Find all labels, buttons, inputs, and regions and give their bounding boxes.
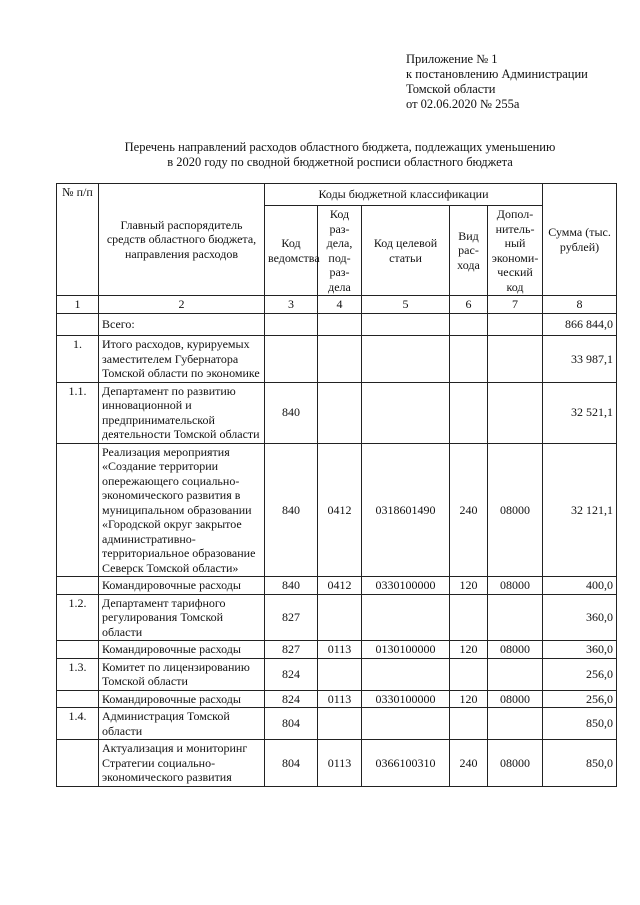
row-target: 0330100000 (362, 690, 450, 708)
row-dept: 827 (265, 594, 318, 641)
row-dept (265, 314, 318, 336)
row-kind (450, 336, 488, 383)
row-dept: 827 (265, 641, 318, 659)
row-section: 0412 (318, 577, 362, 595)
row-section: 0113 (318, 641, 362, 659)
row-sum: 360,0 (543, 641, 617, 659)
row-extra: 08000 (488, 690, 543, 708)
header-target-code: Код целевой статьи (362, 206, 450, 296)
row-no: 1.4. (57, 708, 99, 740)
row-no (57, 641, 99, 659)
row-dept: 840 (265, 443, 318, 577)
row-target (362, 594, 450, 641)
table-row (57, 690, 617, 708)
row-no (57, 690, 99, 708)
row-name: Комитет по лицензированию Томской области (99, 658, 265, 690)
row-dept: 824 (265, 658, 318, 690)
column-number-row (57, 296, 617, 314)
table-row (57, 382, 617, 443)
row-sum: 850,0 (543, 740, 617, 787)
table-body (57, 314, 617, 787)
table-row (57, 594, 617, 641)
row-extra (488, 708, 543, 740)
col-number: 7 (488, 296, 543, 314)
row-sum: 33 987,1 (543, 336, 617, 383)
row-no (57, 577, 99, 595)
row-section (318, 658, 362, 690)
row-dept: 804 (265, 708, 318, 740)
row-name: Реализация мероприятия «Создание территории опережающего социально-экономического развития в муниципальном образовании «Городской округ закрытое административно-территориальное образование Северск Томской области» (99, 443, 265, 577)
row-no: 1. (57, 336, 99, 383)
row-name: Актуализация и мониторинг Стратегии социально-экономического развития (99, 740, 265, 787)
appendix-line: к постановлению Администрации (406, 67, 588, 81)
row-extra: 08000 (488, 641, 543, 659)
row-no (57, 740, 99, 787)
row-target (362, 336, 450, 383)
row-dept: 804 (265, 740, 318, 787)
col-number: 2 (99, 296, 265, 314)
row-dept: 840 (265, 382, 318, 443)
table-row (57, 740, 617, 787)
row-target (362, 314, 450, 336)
row-sum: 850,0 (543, 708, 617, 740)
row-name: Департамент по развитию инновационной и предпринимательской деятельности Томской области (99, 382, 265, 443)
row-sum: 400,0 (543, 577, 617, 595)
row-no: 1.2. (57, 594, 99, 641)
col-number: 5 (362, 296, 450, 314)
title-line: Перечень направлений расходов областного бюджета, подлежащих уменьшению (124, 140, 556, 154)
row-kind (450, 708, 488, 740)
row-section (318, 594, 362, 641)
row-name: Командировочные расходы (99, 641, 265, 659)
table-row (57, 577, 617, 595)
row-name: Всего: (99, 314, 265, 336)
row-kind (450, 314, 488, 336)
row-extra: 08000 (488, 740, 543, 787)
row-name: Администрация Томской области (99, 708, 265, 740)
col-number: 6 (450, 296, 488, 314)
header-section-code: Код раз-дела, под-раз-дела (318, 206, 362, 296)
table-row (57, 443, 617, 577)
col-number: 4 (318, 296, 362, 314)
row-no: 1.3. (57, 658, 99, 690)
row-dept (265, 336, 318, 383)
col-number: 8 (543, 296, 617, 314)
row-no: 1.1. (57, 382, 99, 443)
row-extra (488, 314, 543, 336)
row-kind (450, 658, 488, 690)
row-section (318, 314, 362, 336)
row-target (362, 382, 450, 443)
row-name: Командировочные расходы (99, 690, 265, 708)
header-extra-code: Допол-нитель-ный экономи-ческий код (488, 206, 543, 296)
row-extra: 08000 (488, 577, 543, 595)
row-section (318, 336, 362, 383)
row-section: 0113 (318, 740, 362, 787)
table-row (57, 314, 617, 336)
row-target: 0330100000 (362, 577, 450, 595)
row-sum: 360,0 (543, 594, 617, 641)
appendix-line: Томской области (406, 82, 496, 96)
header-sum: Сумма (тыс. рублей) (543, 184, 617, 296)
row-section: 0113 (318, 690, 362, 708)
appendix-block (406, 52, 588, 112)
appendix-date: от 02.06.2020 № 255а (406, 97, 520, 111)
row-target: 0318601490 (362, 443, 450, 577)
row-no (57, 314, 99, 336)
row-no (57, 443, 99, 577)
header-kind-code: Вид рас-хода (450, 206, 488, 296)
col-number: 1 (57, 296, 99, 314)
row-target (362, 708, 450, 740)
row-kind: 120 (450, 577, 488, 595)
appendix-line: Приложение № 1 (406, 52, 498, 66)
row-kind (450, 594, 488, 641)
row-extra (488, 382, 543, 443)
table-row (57, 641, 617, 659)
row-sum: 32 521,1 (543, 382, 617, 443)
table-row (57, 336, 617, 383)
row-sum: 256,0 (543, 658, 617, 690)
row-target: 0130100000 (362, 641, 450, 659)
header-codes: Коды бюджетной классификации (265, 184, 543, 206)
row-extra (488, 594, 543, 641)
row-extra: 08000 (488, 443, 543, 577)
row-dept: 824 (265, 690, 318, 708)
row-kind: 240 (450, 443, 488, 577)
row-name: Итого расходов, курируемых заместителем Губернатора Томской области по экономике (99, 336, 265, 383)
row-dept: 840 (265, 577, 318, 595)
row-target (362, 658, 450, 690)
row-extra (488, 658, 543, 690)
row-section (318, 708, 362, 740)
row-kind: 120 (450, 641, 488, 659)
col-number: 3 (265, 296, 318, 314)
table-row (57, 708, 617, 740)
row-target: 0366100310 (362, 740, 450, 787)
title-line: в 2020 году по сводной бюджетной росписи областного бюджета (167, 155, 513, 169)
row-name: Департамент тарифного регулирования Томской области (99, 594, 265, 641)
header-dept-code: Код ведомства (265, 206, 318, 296)
budget-table (56, 183, 617, 787)
row-sum: 866 844,0 (543, 314, 617, 336)
header-manager: Главный распорядитель средств областного бюджета, направления расходов (99, 184, 265, 296)
table-row (57, 658, 617, 690)
row-extra (488, 336, 543, 383)
row-section (318, 382, 362, 443)
row-kind: 240 (450, 740, 488, 787)
row-kind: 120 (450, 690, 488, 708)
row-kind (450, 382, 488, 443)
row-sum: 32 121,1 (543, 443, 617, 577)
row-section: 0412 (318, 443, 362, 577)
row-name: Командировочные расходы (99, 577, 265, 595)
header-no: № п/п (57, 184, 99, 296)
document-title (40, 140, 640, 170)
row-sum: 256,0 (543, 690, 617, 708)
